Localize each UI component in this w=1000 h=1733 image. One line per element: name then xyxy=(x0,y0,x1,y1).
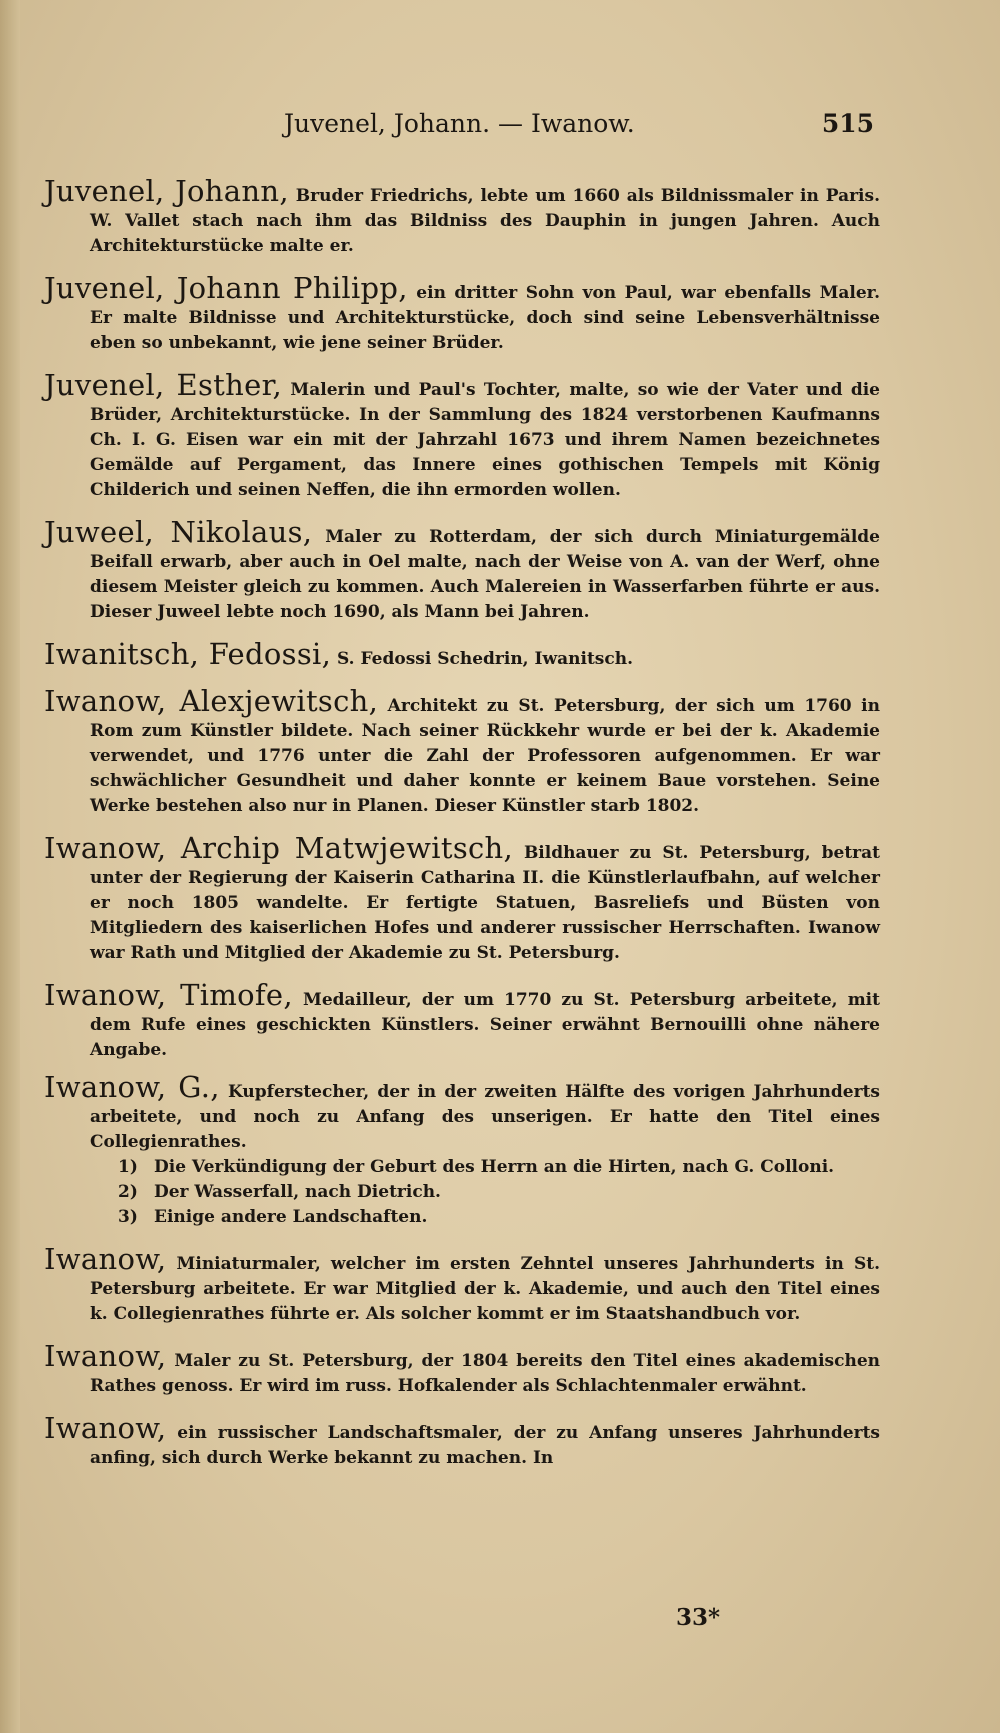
entry-text: Architekt zu St. Petersburg, der sich um 1760 in Rom zum Künstler bildete. Nach seiner Rückkehr wurde er bei der k. Akademie verwendet, und 1776 unter die Zahl der Professoren aufgenommen. Er war schwächlicher Gesundheit und daher konnte er keinem Baue vorstehen. Seine Werke bestehen also nur in Planen. Dieser Künstler starb 1802. xyxy=(90,696,881,816)
entry-headword: Iwanow, xyxy=(44,1339,167,1373)
entry-headword: Iwanitsch, Fedossi, xyxy=(44,637,332,671)
works-item-text: Die Verkündigung der Geburt des Herrn an die Hirten, nach G. Colloni. xyxy=(154,1157,835,1177)
entry xyxy=(44,1411,880,1471)
entry-text: Miniaturmaler, welcher im ersten Zehntel unseres Jahrhunderts in St. Petersburg arbeitete. Er war Mitglied der k. Akademie, und auch den Titel eines k. Collegienrathes führte er. Als solcher kommt er im Staatshandbuch vor. xyxy=(90,1254,880,1324)
entry-headword: Juvenel, Johann Philipp, xyxy=(44,271,408,305)
entry xyxy=(44,637,880,672)
page-number: 515 xyxy=(821,109,874,138)
entry xyxy=(44,831,880,966)
entry-text: Malerin und Paul's Tochter, malte, so wie der Vater und die Brüder, Architekturstücke. In der Sammlung des 1824 verstorbenen Kaufmanns Ch. I. G. Eisen war ein mit der Jahrzahl 1673 und ihrem Namen bezeichnetes Gemälde auf Pergament, das Innere eines gothischen Tempels mit König Childerich und seinen Neffen, die ihn ermorden wollen. xyxy=(90,380,880,500)
works-list xyxy=(90,1155,880,1230)
works-item-number: 3) xyxy=(118,1207,138,1227)
works-item-number: 2) xyxy=(118,1182,138,1202)
works-item-text: Der Wasserfall, nach Dietrich. xyxy=(154,1182,441,1202)
works-list-item xyxy=(90,1180,880,1205)
entry-headword: Iwanow, xyxy=(44,1242,167,1276)
works-item-number: 1) xyxy=(118,1157,138,1177)
entry-text: Medailleur, der um 1770 zu St. Petersburg arbeitete, mit dem Rufe eines geschickten Künstlers. Seiner erwähnt Bernouilli ohne nähere Angabe. xyxy=(90,990,880,1060)
entry-text: Kupferstecher, der in der zweiten Hälfte des vorigen Jahrhunderts arbeitete, und noch zu Anfang des unserigen. Er hatte den Titel eines Collegienrathes. xyxy=(90,1082,880,1152)
entry-text: Maler zu Rotterdam, der sich durch Miniaturgemälde Beifall erwarb, aber auch in Oel malte, nach der Weise von A. van der Werf, ohne diesem Meister gleich zu kommen. Auch Malereien in Wasserfarben führte er aus. Dieser Juweel lebte noch 1690, als Mann bei Jahren. xyxy=(90,527,880,622)
entry xyxy=(44,1242,880,1327)
entry-headword: Juweel, Nikolaus, xyxy=(44,515,313,549)
works-list-item xyxy=(90,1155,880,1180)
signature-mark: 33* xyxy=(676,1604,721,1631)
entry-headword: Iwanow, xyxy=(44,1411,167,1445)
entry-headword: Iwanow, Alexjewitsch, xyxy=(44,684,379,718)
entry-text: Bildhauer zu St. Petersburg, betrat unter der Regierung der Kaiserin Catharina II. die Künstlerlaufbahn, auf welcher er noch 1805 wandelte. Er fertigte Statuen, Basreliefs und Büsten von Mitgliedern des kaiserlichen Hofes und anderer russischer Herrschaften. Iwanow war Rath und Mitglied der Akademie zu St. Petersburg. xyxy=(90,843,880,963)
running-head xyxy=(284,106,874,142)
entry xyxy=(44,1339,880,1399)
works-item-text: Einige andere Landschaften. xyxy=(154,1207,428,1227)
entries xyxy=(44,162,880,1483)
entry-headword: Juvenel, Esther, xyxy=(44,368,283,402)
entry-text: Maler zu St. Petersburg, der 1804 bereits den Titel eines akademischen Rathes genoss. Er wird im russ. Hofkalender als Schlachtenmaler erwähnt. xyxy=(90,1351,880,1396)
entry-headword: Iwanow, Archip Matwjewitsch, xyxy=(44,831,514,865)
entry xyxy=(44,174,881,259)
entry xyxy=(44,684,881,819)
entry-text: ein dritter Sohn von Paul, war ebenfalls Maler. Er malte Bildnisse und Architekturstücke, doch sind seine Lebensverhältnisse eben so unbekannt, wie jene seiner Brüder. xyxy=(90,283,880,353)
page-gutter xyxy=(0,0,20,1733)
entry-headword: Juvenel, Johann, xyxy=(44,174,289,208)
entry-headword: Iwanow, Timofe, xyxy=(44,978,293,1012)
entry xyxy=(44,978,880,1063)
entry-text: Bruder Friedrichs, lebte um 1660 als Bildnissmaler in Paris. W. Vallet stach nach ihm das Bildniss des Dauphin in jungen Jahren. Auch Architekturstücke malte er. xyxy=(90,186,881,256)
entry xyxy=(44,1070,880,1230)
running-head-title: Juvenel, Johann. — Iwanow. xyxy=(284,109,635,138)
entry-headword: Iwanow, G., xyxy=(44,1070,220,1104)
entry xyxy=(44,368,880,503)
entry-text: S. Fedossi Schedrin, Iwanitsch. xyxy=(331,649,633,669)
entry xyxy=(44,515,880,625)
works-list-item xyxy=(90,1205,880,1230)
entry xyxy=(44,271,880,356)
entry-text: ein russischer Landschaftsmaler, der zu Anfang unseres Jahrhunderts anfing, sich durch Werke bekannt zu machen. In xyxy=(90,1423,880,1468)
